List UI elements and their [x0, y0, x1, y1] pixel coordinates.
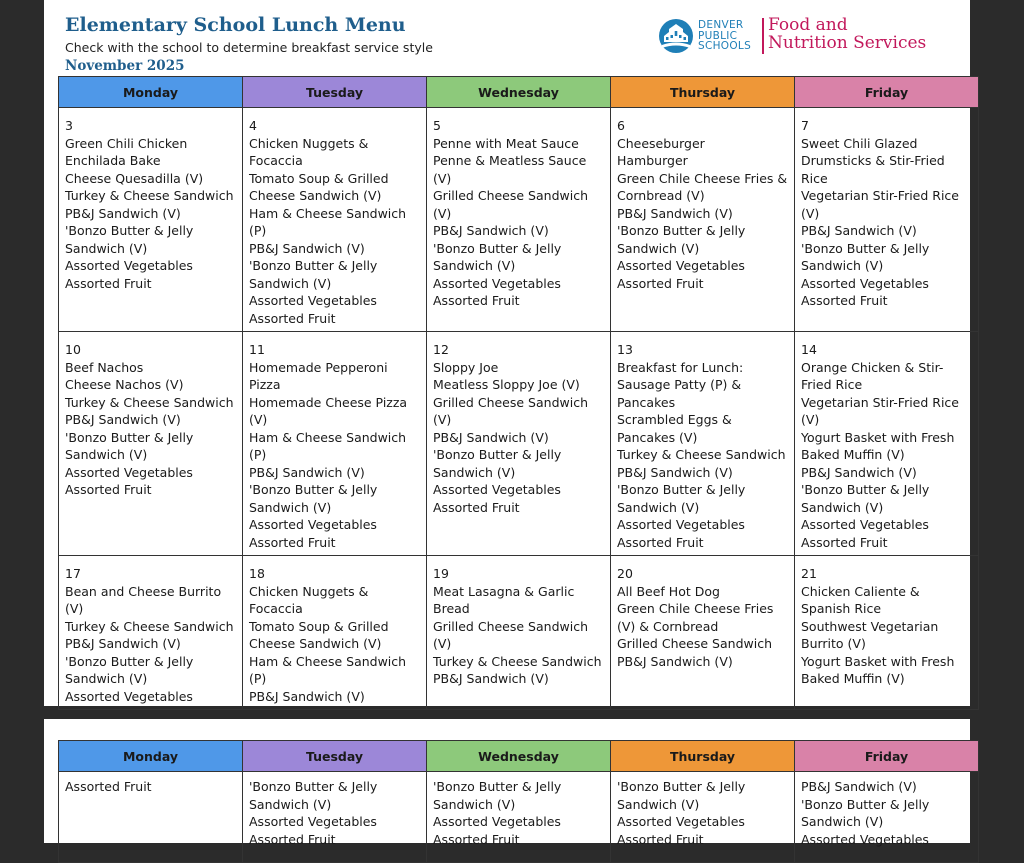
menu-item: 'Bonzo Butter & Jelly Sandwich (V)	[65, 223, 194, 256]
dept-line-2: Nutrition Services	[768, 33, 927, 53]
menu-item: PB&J Sandwich (V)	[249, 240, 365, 256]
menu-item: Meatless Sloppy Joe (V)	[433, 377, 580, 392]
org-line-1: DENVER	[698, 19, 744, 31]
menu-item: PB&J Sandwich (V)	[65, 636, 181, 651]
menu-item: Assorted Fruit	[433, 831, 520, 847]
menu-item: Assorted Vegetables	[433, 482, 561, 497]
page-subtitle: Check with the school to determine breakfast service style	[65, 40, 433, 55]
menu-item: Yogurt Basket with Fresh Baked Muffin (V)	[801, 429, 955, 462]
menu-item: Assorted Fruit	[249, 310, 336, 326]
menu-item: Vegetarian Stir-Fried Rice (V)	[801, 188, 959, 221]
menu-item: Assorted Vegetables	[65, 258, 193, 273]
menu-item: Cheese Nachos (V)	[65, 377, 184, 392]
menu-item: Enchilada Bake	[65, 153, 161, 168]
menu-item: Assorted Vegetables	[65, 464, 193, 480]
menu-calendar-continued	[58, 740, 979, 863]
menu-item: Assorted Vegetables	[617, 258, 745, 273]
menu-item: 'Bonzo Butter & Jelly Sandwich (V)	[249, 258, 378, 291]
menu-item: Assorted Fruit	[617, 534, 704, 550]
menu-item: Hamburger	[617, 153, 688, 168]
header-thursday: Thursday	[611, 741, 795, 772]
dept-line-1: Food and	[768, 15, 848, 35]
menu-item: Tomato Soup & Grilled Cheese Sandwich (V)	[249, 618, 389, 651]
day-cell-wednesday	[427, 556, 611, 710]
header-friday: Friday	[795, 741, 979, 772]
org-line-2: PUBLIC	[698, 29, 738, 42]
menu-item: Sweet Chili Glazed Drumsticks & Stir-Fried Rice	[801, 135, 945, 186]
menu-item: Grilled Cheese Sandwich	[617, 636, 772, 651]
menu-item: Cheese Quesadilla (V)	[65, 170, 204, 186]
menu-item: Chicken Nuggets & Focaccia	[249, 583, 369, 616]
menu-item: Yogurt Basket with Fresh Baked Muffin (V)	[801, 653, 955, 686]
menu-item: Green Chile Cheese Fries & Cornbread (V)	[617, 170, 788, 203]
menu-item: Homemade Pepperoni Pizza	[249, 359, 388, 392]
day-cell-friday	[795, 332, 979, 556]
page-title: Elementary School Lunch Menu	[65, 14, 406, 36]
menu-item: Assorted Fruit	[65, 275, 152, 291]
day-number: 7	[801, 118, 809, 133]
menu-item: Green Chile Cheese Fries (V) & Cornbread	[617, 601, 774, 634]
menu-item: Grilled Cheese Sandwich (V)	[433, 618, 588, 651]
menu-item: Ham & Cheese Sandwich (P)	[249, 205, 407, 238]
menu-item: Vegetarian Stir-Fried Rice (V)	[801, 394, 959, 427]
day-cell-monday	[59, 556, 243, 710]
menu-item: PB&J Sandwich (V)	[65, 412, 181, 427]
menu-item: PB&J Sandwich (V)	[249, 688, 365, 704]
menu-item: All Beef Hot Dog	[617, 583, 720, 599]
day-number: 19	[433, 566, 449, 581]
menu-item: Assorted Vegetables	[65, 688, 193, 704]
menu-item: PB&J Sandwich (V)	[801, 779, 917, 794]
menu-item: Turkey & Cheese Sandwich	[65, 188, 234, 203]
menu-item: Turkey & Cheese Sandwich	[65, 394, 234, 410]
department-name	[768, 16, 926, 52]
day-number: 6	[617, 118, 625, 133]
menu-item: PB&J Sandwich (V)	[433, 223, 549, 238]
month-label: November 2025	[65, 58, 185, 74]
menu-item: Ham & Cheese Sandwich (P)	[249, 653, 407, 686]
menu-item: 'Bonzo Butter & Jelly Sandwich (V)	[65, 653, 194, 686]
menu-item: Beef Nachos	[65, 359, 144, 375]
menu-item: Grilled Cheese Sandwich (V)	[433, 188, 588, 221]
menu-item: 'Bonzo Butter & Jelly Sandwich (V)	[433, 447, 562, 480]
menu-item: Assorted Fruit	[433, 499, 520, 515]
day-number: 11	[249, 342, 265, 357]
day-number: 4	[249, 118, 257, 133]
menu-item: 'Bonzo Butter & Jelly Sandwich (V)	[617, 223, 746, 256]
day-number: 20	[617, 566, 633, 581]
day-number: 12	[433, 342, 449, 357]
menu-item: PB&J Sandwich (V)	[801, 223, 917, 238]
day-cell-monday	[59, 332, 243, 556]
menu-item: Assorted Vegetables	[801, 517, 929, 532]
day-cell-tuesday	[243, 556, 427, 710]
menu-page-2	[44, 719, 970, 847]
menu-item: Tomato Soup & Grilled Cheese Sandwich (V)	[249, 170, 389, 203]
day-number: 18	[249, 566, 265, 581]
menu-item: PB&J Sandwich (V)	[433, 671, 549, 686]
week-row	[59, 332, 979, 556]
menu-item: Assorted Fruit	[433, 293, 520, 308]
day-cell-friday	[795, 772, 979, 863]
menu-item: PB&J Sandwich (V)	[617, 205, 733, 221]
day-cell-monday	[59, 108, 243, 332]
menu-item: Orange Chicken & Stir-Fried Rice	[801, 359, 944, 392]
menu-item: PB&J Sandwich (V)	[65, 205, 181, 221]
menu-item: Southwest Vegetarian Burrito (V)	[801, 618, 939, 651]
menu-item: PB&J Sandwich (V)	[433, 429, 549, 445]
day-cell-wednesday	[427, 772, 611, 863]
header-friday: Friday	[795, 77, 979, 108]
menu-item: Assorted Fruit	[65, 779, 152, 794]
day-cell-tuesday	[243, 108, 427, 332]
menu-item: Turkey & Cheese Sandwich	[65, 618, 234, 634]
day-cell-thursday	[611, 556, 795, 710]
menu-item: Assorted Vegetables	[801, 275, 929, 291]
menu-item: Assorted Vegetables	[249, 814, 377, 829]
menu-item: 'Bonzo Butter & Jelly Sandwich (V)	[433, 240, 562, 273]
dps-logo	[658, 16, 958, 56]
menu-item: 'Bonzo Butter & Jelly Sandwich (V)	[249, 482, 378, 515]
menu-item: 'Bonzo Butter & Jelly Sandwich (V)	[801, 796, 930, 829]
day-cell-thursday	[611, 332, 795, 556]
menu-item: Assorted Vegetables	[433, 275, 561, 291]
menu-item: Turkey & Cheese Sandwich	[433, 653, 602, 669]
day-cell-thursday	[611, 108, 795, 332]
dps-wordmark	[698, 20, 751, 52]
day-cell-friday	[795, 108, 979, 332]
day-cell-monday	[59, 772, 243, 863]
menu-item: 'Bonzo Butter & Jelly Sandwich (V)	[65, 429, 194, 462]
day-number: 10	[65, 342, 81, 357]
menu-item: 'Bonzo Butter & Jelly Sandwich (V)	[801, 482, 930, 515]
menu-item: Chicken Nuggets & Focaccia	[249, 135, 369, 168]
menu-item: PB&J Sandwich (V)	[617, 464, 733, 480]
menu-item: 'Bonzo Butter & Jelly Sandwich (V)	[801, 240, 930, 273]
menu-item: Turkey & Cheese Sandwich	[617, 447, 786, 462]
menu-item: Assorted Fruit	[617, 275, 704, 291]
header-tuesday: Tuesday	[243, 741, 427, 772]
menu-item: Assorted Fruit	[801, 293, 888, 308]
menu-item: Chicken Caliente & Spanish Rice	[801, 583, 920, 616]
week-row	[59, 556, 979, 710]
header-wednesday: Wednesday	[427, 741, 611, 772]
menu-page-1	[44, 0, 970, 706]
day-number: 5	[433, 118, 441, 133]
menu-item: Scrambled Eggs & Pancakes (V)	[617, 412, 732, 445]
menu-item: Sloppy Joe	[433, 359, 499, 375]
menu-item: PB&J Sandwich (V)	[249, 464, 365, 480]
menu-item: Penne with Meat Sauce	[433, 135, 579, 151]
menu-item: Assorted Vegetables	[801, 831, 929, 847]
header-thursday: Thursday	[611, 77, 795, 108]
menu-item: Meat Lasagna & Garlic Bread	[433, 583, 575, 616]
day-number: 14	[801, 342, 817, 357]
menu-item: Homemade Cheese Pizza (V)	[249, 394, 408, 427]
header-monday: Monday	[59, 741, 243, 772]
menu-item: Assorted Fruit	[249, 534, 336, 550]
week-row	[59, 772, 979, 863]
menu-item: Penne & Meatless Sauce (V)	[433, 153, 587, 186]
menu-item: Grilled Cheese Sandwich (V)	[433, 394, 588, 427]
menu-item: Assorted Vegetables	[249, 293, 377, 308]
header-wednesday: Wednesday	[427, 77, 611, 108]
menu-item: Assorted Fruit	[65, 482, 152, 497]
header-tuesday: Tuesday	[243, 77, 427, 108]
day-cell-wednesday	[427, 332, 611, 556]
menu-item: 'Bonzo Butter & Jelly Sandwich (V)	[433, 779, 562, 812]
day-cell-friday	[795, 556, 979, 710]
menu-item: Assorted Fruit	[249, 831, 336, 847]
day-cell-tuesday	[243, 332, 427, 556]
day-number: 21	[801, 566, 817, 581]
menu-calendar	[58, 76, 979, 710]
menu-item: Assorted Fruit	[801, 534, 888, 550]
day-cell-wednesday	[427, 108, 611, 332]
day-number: 3	[65, 118, 73, 133]
day-cell-thursday	[611, 772, 795, 863]
menu-item: PB&J Sandwich (V)	[617, 653, 733, 669]
menu-item: Assorted Vegetables	[617, 814, 745, 829]
menu-item: 'Bonzo Butter & Jelly Sandwich (V)	[617, 482, 746, 515]
header-monday: Monday	[59, 77, 243, 108]
logo-divider	[762, 18, 764, 54]
menu-item: Bean and Cheese Burrito (V)	[65, 583, 222, 616]
menu-item: PB&J Sandwich (V)	[801, 464, 917, 480]
day-header-row	[59, 77, 979, 108]
menu-item: Assorted Vegetables	[617, 517, 745, 532]
day-cell-tuesday	[243, 772, 427, 863]
menu-item: Breakfast for Lunch: Sausage Patty (P) & Pancakes	[617, 359, 744, 410]
menu-item: Assorted Vegetables	[249, 517, 377, 532]
menu-item: Green Chili Chicken	[65, 135, 188, 151]
org-line-3: SCHOOLS	[698, 40, 752, 52]
school-building-icon	[658, 18, 694, 54]
menu-item: Assorted Vegetables	[433, 814, 561, 829]
day-number: 17	[65, 566, 81, 581]
menu-item: Assorted Fruit	[617, 831, 704, 847]
menu-item: 'Bonzo Butter & Jelly Sandwich (V)	[617, 779, 746, 812]
menu-item: 'Bonzo Butter & Jelly Sandwich (V)	[249, 779, 378, 812]
week-row	[59, 108, 979, 332]
day-number: 13	[617, 342, 633, 357]
menu-item: Cheeseburger	[617, 135, 705, 151]
menu-item: Ham & Cheese Sandwich (P)	[249, 429, 407, 462]
day-header-row	[59, 741, 979, 772]
